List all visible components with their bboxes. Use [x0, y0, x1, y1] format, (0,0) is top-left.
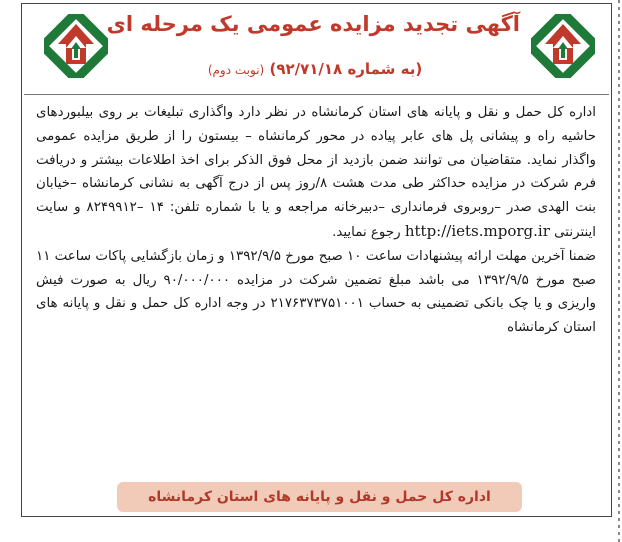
ad-title: آگهی تجدید مزایده عمومی یک مرحله ای: [106, 12, 520, 36]
paragraph-1-ending: رجوع نمایید.: [332, 224, 401, 240]
publication-round: (نوبت دوم): [207, 63, 265, 77]
ad-paragraph-2: ضمنا آخرین مهلت ارائه پیشنهادات ساعت ۱۰ صبح مورخ ۱۳۹۲/۹/۵ و زمان بازگشایی پاکات ساعت ۱۱ صبح مورخ ۱۳۹۲/۹/۵ می باشد مبلغ تضمین شرکت در مزایده ۹۰/۰۰۰/۰۰۰ ریال به صورت فیش واریزی و یا چک بانکی تضمینی به حساب ۲۱۷۶۳۷۳۷۵۱۰۰۱ در وجه اداره کل حمل و نقل و پایانه های استان کرمانشاه: [36, 248, 596, 336]
signature-banner: اداره کل حمل و نقل و پایانه های استان کرمانشاه: [117, 482, 522, 512]
ad-body: [36, 101, 596, 340]
paragraph-1-text: اداره کل حمل و نقل و پایانه های استان کرمانشاه در نظر دارد واگذاری تبلیغات بر روی بیلبوردهای حاشیه راه و پیشانی پل های عابر پیاده در محور کرمانشاه – بیستون را از طریق مزایده عمومی واگذار نماید. متقاضیان می توانند ضمن بازدید از محل فوق الذکر برای اخذ اطلاعات بیشتر و دریافت فرم شرکت در مزایده حداکثر طی مدت هشت ۸/روز پس از درج آگهی به نشانی کرمانشاه –خیابان بنت الهدی صدر –روبروی فرمانداری –دبیرخانه مراجعه و یا با شماره تلفن: ۱۴ –۸۲۴۹۹۱۲ و سایت اینترنتی: [36, 105, 597, 240]
road-transport-emblem-icon: [531, 14, 595, 78]
road-transport-emblem-icon: [44, 14, 108, 78]
header-divider: [24, 94, 609, 95]
ad-paragraph-1: [36, 101, 596, 245]
page-edge-divider: [618, 0, 620, 542]
ad-subtitle: [110, 60, 520, 78]
website-url: http://iets.mporg.ir: [404, 221, 550, 240]
tender-number: (به شماره ۹۲/۷۱/۱۸): [269, 60, 423, 78]
